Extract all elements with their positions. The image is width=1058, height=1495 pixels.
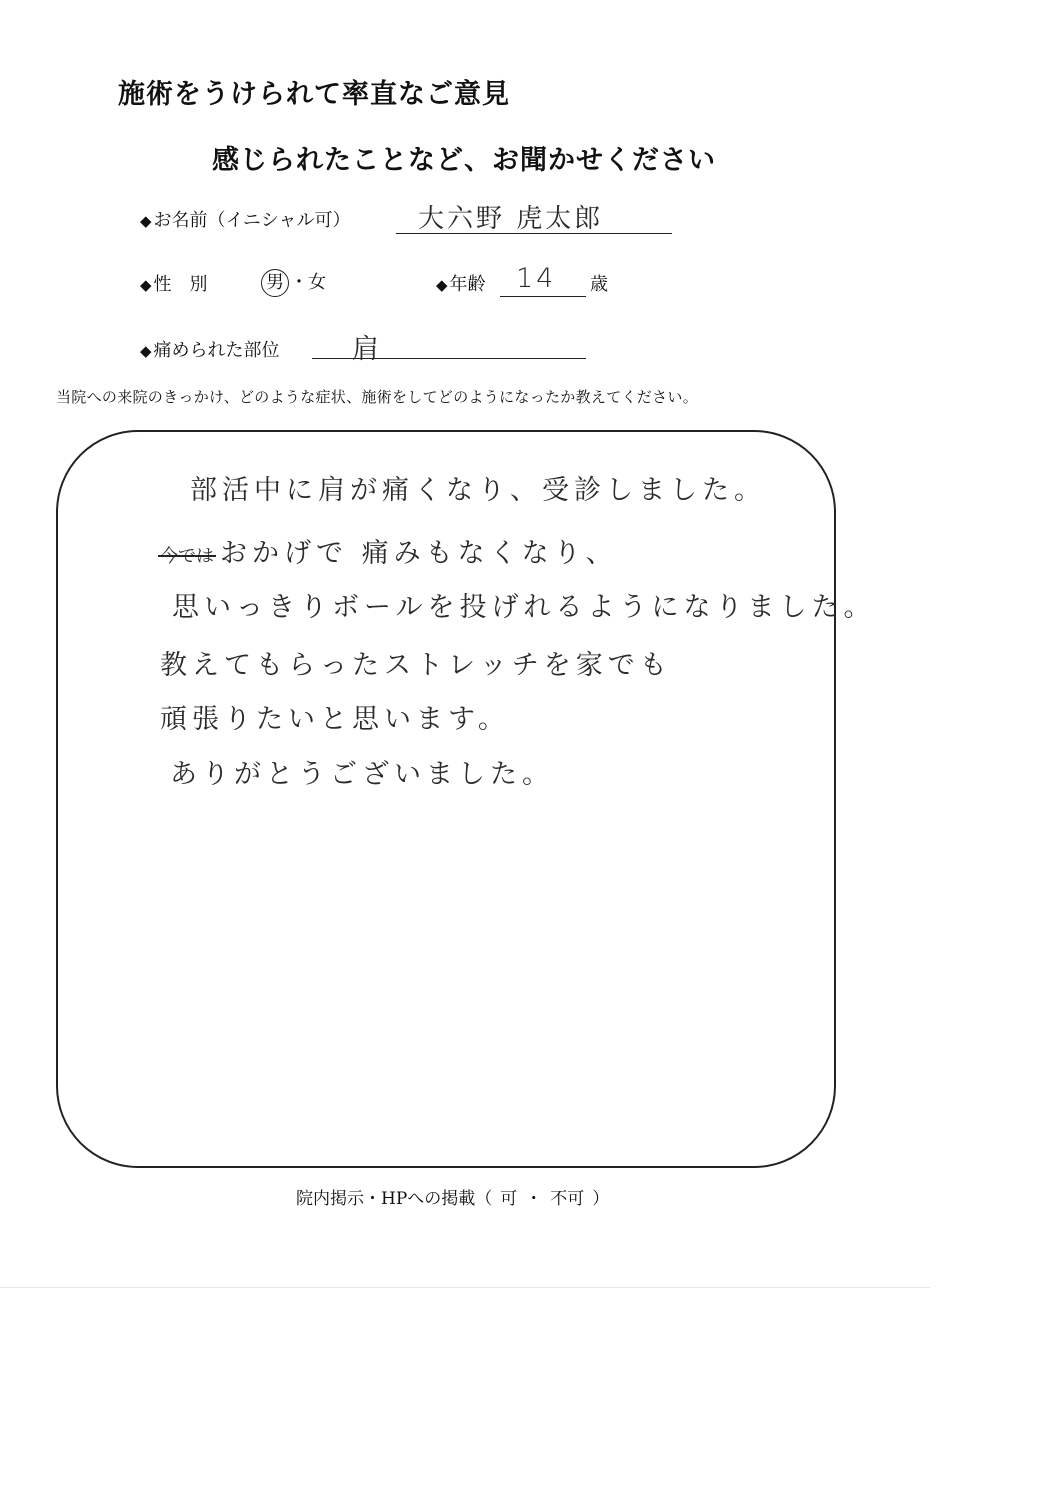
consent-separator: ・	[525, 1189, 543, 1209]
comment-line-6: ありがとうございました。	[170, 759, 554, 790]
publication-consent	[292, 1184, 613, 1209]
name-row	[140, 206, 350, 236]
diamond-bullet-icon: ◆	[140, 276, 152, 294]
body-part-value: 肩	[352, 334, 382, 365]
name-value: 大六野 虎太郎	[418, 204, 604, 234]
struck-out-text: 今では	[160, 542, 214, 568]
comment-line-1: 部活中に肩が痛くなり、受診しました。	[190, 475, 766, 506]
instruction-text: 当院への来院のきっかけ、どのような症状、施術をしてどのようになったか教えてください。	[56, 388, 699, 406]
consent-close: ）	[592, 1189, 610, 1209]
comment-line-2-text: おかげで 痛みもなくなり、	[220, 538, 618, 569]
body-part-label: 痛められた部位	[153, 340, 280, 361]
diamond-bullet-icon: ◆	[140, 212, 152, 230]
diamond-bullet-icon: ◆	[436, 276, 448, 294]
consent-option-no: 不可	[550, 1189, 585, 1209]
consent-label: 院内掲示・HPへの掲載（	[296, 1189, 493, 1209]
name-underline	[396, 233, 672, 234]
body-part-row	[140, 336, 280, 366]
comment-line-3: 思いっきりボールを投げれるようになりました。	[172, 592, 876, 623]
age-value: 14	[516, 263, 557, 294]
comment-line-2	[160, 531, 618, 570]
age-row	[436, 270, 486, 300]
gender-row	[140, 270, 208, 300]
gender-option-male: 男	[261, 269, 289, 297]
gender-separator: ・	[290, 272, 308, 293]
age-unit: 歳	[590, 274, 608, 295]
consent-option-yes: 可	[500, 1189, 518, 1209]
name-label: お名前（イニシャル可）	[153, 210, 351, 231]
form-title-line-2: 感じられたことなど、お聞かせください	[212, 145, 716, 176]
gender-options	[260, 268, 326, 298]
gender-option-female: 女	[308, 272, 326, 293]
body-part-underline	[312, 358, 586, 359]
comment-line-5: 頑張りたいと思います。	[160, 704, 510, 735]
gender-label: 性 別	[153, 274, 208, 295]
comment-line-4: 教えてもらったストレッチを家でも	[160, 650, 672, 681]
age-label: 年齢	[449, 274, 486, 295]
scan-edge-line	[0, 1287, 930, 1288]
form-title-line-1: 施術をうけられて率直なご意見	[118, 79, 510, 110]
age-underline	[500, 296, 586, 297]
diamond-bullet-icon: ◆	[140, 342, 152, 360]
